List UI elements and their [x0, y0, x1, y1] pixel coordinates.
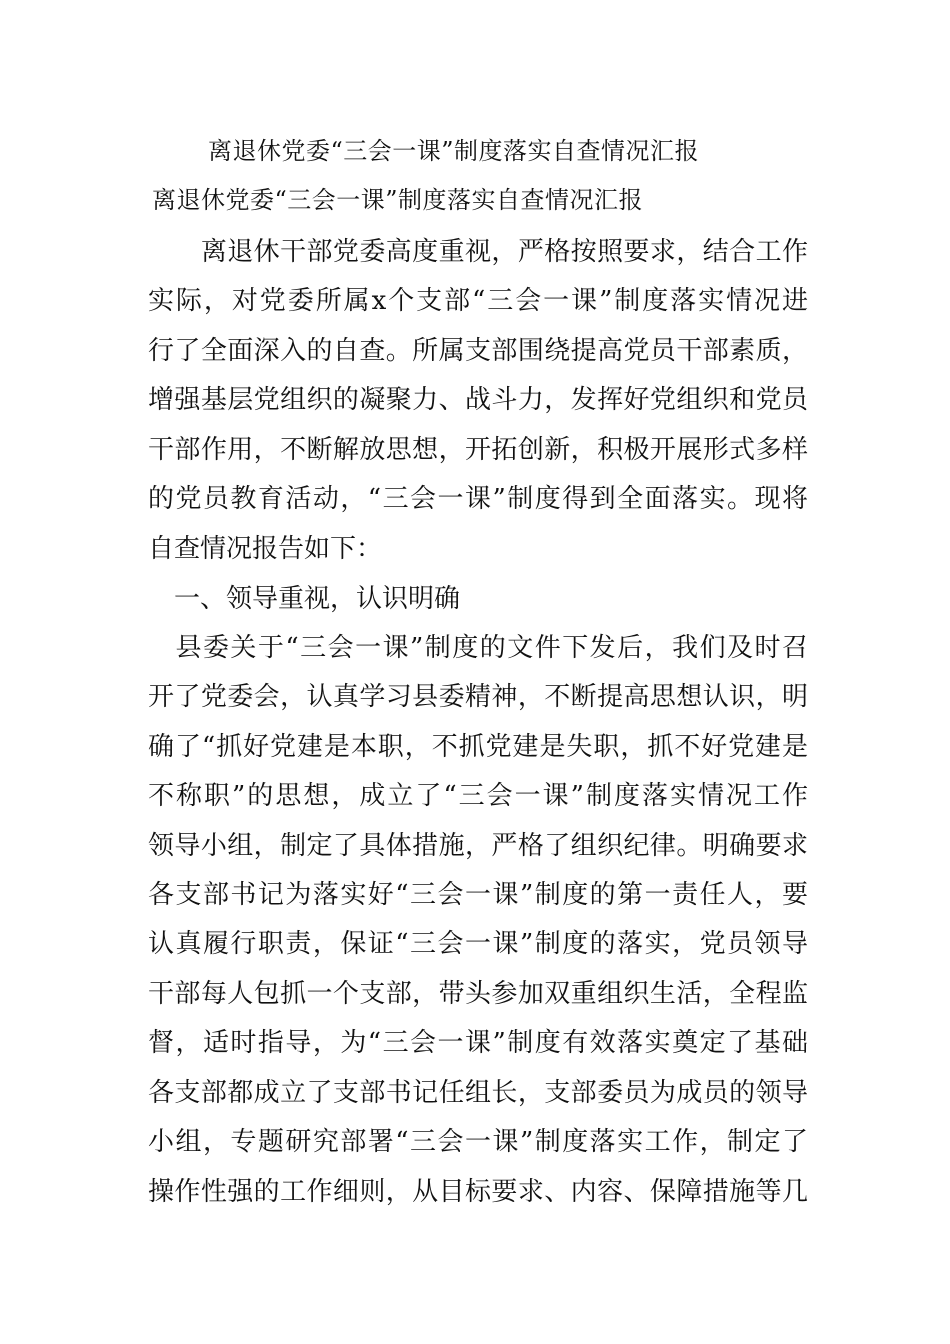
paragraph-line: 行了全面深入的自查。所属支部围绕提高党员干部素质， [148, 336, 808, 366]
paragraph-line: 各支部都成立了支部书记任组长，支部委员为成员的领导 [148, 1078, 808, 1108]
paragraph-line: 自查情况报告如下： [148, 534, 383, 564]
paragraph-line: 领导小组，制定了具体措施，严格了组织纪律。明确要求 [148, 831, 808, 861]
paragraph-line: 认真履行职责，保证“三会一课”制度的落实，党员领导 [148, 929, 808, 959]
paragraph-line: 干部作用，不断解放思想，开拓创新，积极开展形式多样 [148, 435, 808, 465]
paragraph-line: 各支部书记为落实好“三会一课”制度的第一责任人，要 [148, 880, 808, 910]
paragraph-line: 增强基层党组织的凝聚力、战斗力，发挥好党组织和党员 [148, 385, 808, 415]
paragraph-line: 县委关于“三会一课”制度的文件下发后，我们及时召 [148, 633, 808, 663]
paragraph-line: 不称职”的思想，成立了“三会一课”制度落实情况工作 [148, 781, 808, 811]
paragraph-line: 离退休干部党委高度重视，严格按照要求，结合工作 [148, 237, 808, 267]
paragraph-line: 确了“抓好党建是本职，不抓党建是失职，抓不好党建是 [148, 732, 808, 762]
document-title: 离退休党委“三会一课”制度落实自查情况汇报 [208, 137, 700, 165]
section-heading: 一、领导重视，认识明确 [148, 584, 461, 614]
paragraph-line: 的党员教育活动，“三会一课”制度得到全面落实。现将 [148, 484, 808, 514]
paragraph-line: 开了党委会，认真学习县委精神，不断提高思想认识，明 [148, 682, 808, 712]
document-subtitle: 离退休党委“三会一课”制度落实自查情况汇报 [152, 186, 644, 214]
paragraph-line: 干部每人包抓一个支部，带头参加双重组织生活，全程监 [148, 979, 808, 1009]
paragraph-line: 督，适时指导，为“三会一课”制度有效落实奠定了基础 [148, 1028, 808, 1058]
paragraph-line: 操作性强的工作细则，从目标要求、内容、保障措施等几 [148, 1177, 808, 1207]
paragraph-line: 实际，对党委所属x个支部“三会一课”制度落实情况进 [148, 286, 808, 316]
paragraph-line: 小组，专题研究部署“三会一课”制度落实工作，制定了 [148, 1127, 808, 1157]
